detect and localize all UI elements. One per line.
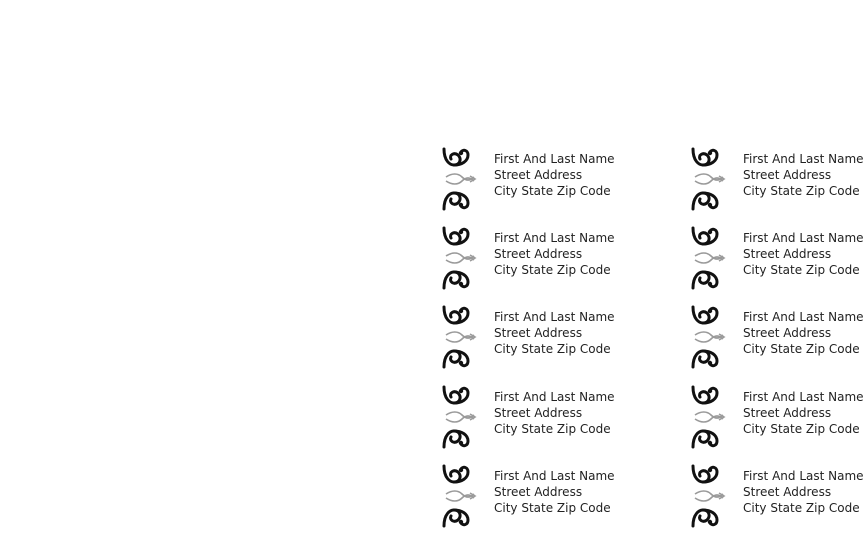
address-label[interactable]: [440, 461, 680, 540]
address-label[interactable]: [440, 144, 680, 223]
street-line: Street Address: [494, 168, 583, 182]
city-line: City State Zip Code: [494, 501, 611, 515]
city-line: City State Zip Code: [494, 422, 611, 436]
name-line: First And Last Name: [743, 310, 864, 324]
street-line: Street Address: [494, 406, 583, 420]
city-line: City State Zip Code: [494, 263, 611, 277]
scroll-flourish-icon: [440, 305, 480, 369]
city-line: City State Zip Code: [743, 342, 860, 356]
scroll-flourish-icon: [689, 226, 729, 290]
name-line: First And Last Name: [743, 390, 864, 404]
address-block: [494, 389, 615, 437]
address-block: [743, 151, 864, 199]
name-line: First And Last Name: [743, 231, 864, 245]
address-label[interactable]: [689, 223, 864, 302]
address-label[interactable]: [440, 382, 680, 461]
address-label[interactable]: [689, 461, 864, 540]
address-label[interactable]: [689, 382, 864, 461]
scroll-flourish-icon: [689, 147, 729, 211]
address-block: [743, 468, 864, 516]
scroll-flourish-icon: [440, 226, 480, 290]
address-block: [494, 230, 615, 278]
scroll-flourish-icon: [689, 464, 729, 528]
address-block: [494, 151, 615, 199]
address-block: [494, 309, 615, 357]
street-line: Street Address: [743, 406, 832, 420]
street-line: Street Address: [743, 326, 832, 340]
address-label[interactable]: [689, 302, 864, 381]
street-line: Street Address: [494, 247, 583, 261]
street-line: Street Address: [743, 247, 832, 261]
name-line: First And Last Name: [494, 152, 615, 166]
address-label[interactable]: [440, 223, 680, 302]
city-line: City State Zip Code: [743, 422, 860, 436]
name-line: First And Last Name: [743, 152, 864, 166]
scroll-flourish-icon: [689, 385, 729, 449]
name-line: First And Last Name: [743, 469, 864, 483]
city-line: City State Zip Code: [743, 501, 860, 515]
scroll-flourish-icon: [440, 385, 480, 449]
street-line: Street Address: [743, 485, 832, 499]
city-line: City State Zip Code: [743, 263, 860, 277]
scroll-flourish-icon: [440, 147, 480, 211]
street-line: Street Address: [494, 485, 583, 499]
city-line: City State Zip Code: [743, 184, 860, 198]
name-line: First And Last Name: [494, 231, 615, 245]
name-line: First And Last Name: [494, 390, 615, 404]
city-line: City State Zip Code: [494, 342, 611, 356]
address-block: [743, 309, 864, 357]
address-block: [743, 230, 864, 278]
street-line: Street Address: [494, 326, 583, 340]
scroll-flourish-icon: [689, 305, 729, 369]
address-label[interactable]: [689, 144, 864, 223]
city-line: City State Zip Code: [494, 184, 611, 198]
name-line: First And Last Name: [494, 310, 615, 324]
name-line: First And Last Name: [494, 469, 615, 483]
address-block: [494, 468, 615, 516]
address-block: [743, 389, 864, 437]
address-label[interactable]: [440, 302, 680, 381]
scroll-flourish-icon: [440, 464, 480, 528]
street-line: Street Address: [743, 168, 832, 182]
